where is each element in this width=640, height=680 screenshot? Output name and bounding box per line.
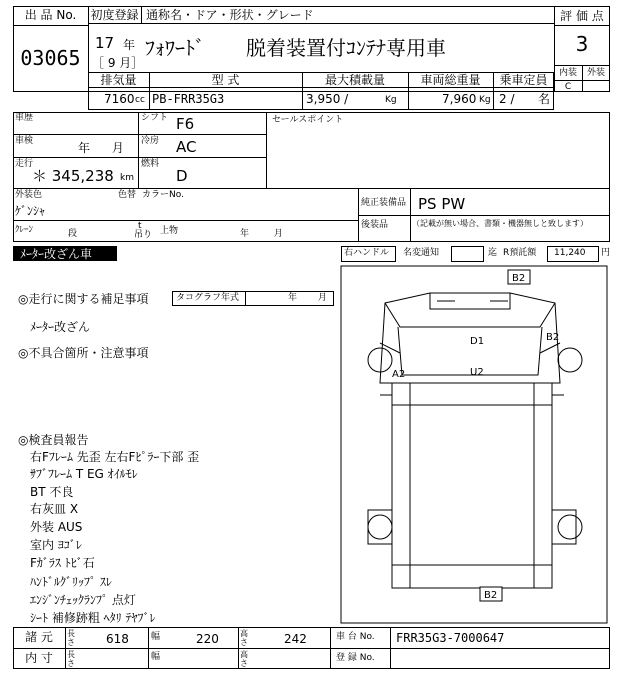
cargo-bed bbox=[392, 383, 552, 588]
mark-a2: A2 bbox=[392, 369, 406, 380]
capacity-value: 2 / bbox=[499, 92, 515, 106]
reg-year-unit: 年 bbox=[123, 38, 136, 52]
name-change-box bbox=[451, 246, 484, 262]
gross-weight-label: 車両総重量 bbox=[420, 73, 481, 87]
exterior-label: 外装 bbox=[586, 68, 605, 78]
max-load-unit: Kg bbox=[385, 95, 397, 105]
meter-tamper-label: ﾒｰﾀｰ改ざん車 bbox=[20, 247, 93, 261]
mileage-unit: km bbox=[120, 173, 134, 183]
reg-no-label: 登 録 No. bbox=[336, 653, 375, 663]
inspection-label: 車検 bbox=[15, 136, 34, 146]
equipment-value: PS PW bbox=[418, 195, 466, 213]
model-label: 通称名・ドア・形状・グレード bbox=[146, 8, 314, 22]
color-value: ｹﾞﾝｼｬ bbox=[15, 204, 46, 218]
displacement-value: 7160 bbox=[104, 92, 135, 106]
capacity-unit: 名 bbox=[538, 92, 551, 106]
inspection-value: 年 月 bbox=[78, 141, 124, 155]
tachograph-value: 年 月 bbox=[288, 293, 327, 303]
interior-length-label: 長さ bbox=[67, 650, 75, 668]
truck-damage-diagram bbox=[340, 265, 610, 625]
model-code: PB-FRR35G3 bbox=[152, 92, 225, 106]
mileage-value: ＊ 345,238 bbox=[32, 167, 114, 185]
rear-right-wheel bbox=[558, 515, 582, 539]
inspector-line: ｻﾌﾞﾌﾚｰﾑ T EG ｵｲﾙﾓﾚ bbox=[30, 467, 138, 481]
name-change-label: 名変通知 bbox=[403, 248, 440, 258]
aftermarket-note: （記載が無い場合、書類・機器無しと致します） bbox=[412, 219, 588, 228]
inspector-line: BT 不良 bbox=[30, 485, 74, 499]
interior-dims-label: 内 寸 bbox=[25, 651, 53, 665]
crane-label: ｸﾚｰﾝ bbox=[15, 225, 34, 235]
gross-weight-value: 7,960 bbox=[442, 92, 477, 106]
max-load-label: 最大積載量 bbox=[324, 73, 385, 87]
mark-b2-front: B2 bbox=[512, 273, 526, 284]
color-label: 外装色 bbox=[15, 190, 43, 200]
tachograph-label: タコグラフ年式 bbox=[176, 293, 240, 303]
inspector-line: 外装 AUS bbox=[30, 520, 83, 534]
running-notes-label: ◎走行に関する補足事項 bbox=[18, 292, 149, 306]
gross-weight-unit: Kg bbox=[479, 95, 491, 105]
mark-u2: U2 bbox=[470, 367, 484, 378]
defects-label: ◎不具合箇所・注意事項 bbox=[18, 346, 149, 360]
r-tax-value: 11,240 bbox=[554, 248, 586, 258]
inspector-line: ﾊﾝﾄﾞﾙｸﾞﾘｯﾌﾟ ｽﾚ bbox=[30, 575, 112, 589]
inspector-line: 右灰皿 X bbox=[30, 502, 79, 516]
sales-point-label: セールスポイント bbox=[272, 115, 344, 125]
grade-label: 評 価 点 bbox=[560, 9, 604, 23]
height-value: 242 bbox=[284, 632, 307, 646]
displacement-unit: cc bbox=[135, 95, 145, 105]
lot-number: 03065 bbox=[20, 46, 81, 70]
car-grade: 脱着装置付ｺﾝﾃﾅ専用車 bbox=[246, 36, 446, 60]
inspector-line: 室内 ﾖｺﾞﾚ bbox=[30, 538, 82, 552]
shift-value: F6 bbox=[176, 115, 195, 133]
reg-year: 17 bbox=[95, 34, 115, 52]
deadline-label: 迄 bbox=[488, 248, 498, 258]
interior-value: C bbox=[564, 82, 572, 92]
displacement-label: 排気量 bbox=[100, 73, 137, 87]
width-value: 220 bbox=[196, 632, 219, 646]
fuel-label: 燃料 bbox=[141, 159, 160, 169]
mark-b2-right: B2 bbox=[546, 332, 560, 343]
crane-tons: 吊り bbox=[134, 230, 153, 240]
front-right-wheel bbox=[558, 348, 582, 372]
crane-tons-unit: t bbox=[138, 221, 142, 231]
interior-height-label: 高さ bbox=[240, 650, 248, 668]
chassis-label: 車 台 No. bbox=[336, 632, 375, 642]
length-label: 長さ bbox=[67, 629, 75, 647]
equipment-label: 純正装備品 bbox=[361, 198, 407, 208]
inspector-report-label: ◎検査員報告 bbox=[18, 433, 89, 447]
inspector-line: 右Fﾌﾚｰﾑ 先歪 左右Fﾋﾟﾗｰ下部 歪 bbox=[30, 450, 200, 464]
inspector-line: Fｶﾞﾗｽ ﾄﾋﾞ石 bbox=[30, 556, 95, 570]
ac-label: 冷房 bbox=[141, 136, 160, 146]
height-label: 高さ bbox=[240, 629, 248, 647]
inspector-line: ｴﾝｼﾞﾝﾁｪｯｸﾗﾝﾌﾟ 点灯 bbox=[30, 593, 136, 607]
history-label: 車歴 bbox=[15, 113, 34, 123]
shift-label: シフト bbox=[141, 113, 169, 123]
rear-left-wheel bbox=[368, 515, 392, 539]
inspector-line: ｼｰﾄ 補修跡粗 ﾍﾀﾘ ﾃﾔﾌﾞﾚ bbox=[30, 611, 156, 625]
fuel-value: D bbox=[176, 167, 188, 185]
dims-label: 諸 元 bbox=[25, 630, 53, 644]
crane-stage: 段 bbox=[68, 229, 78, 239]
front-left-wheel bbox=[368, 348, 392, 372]
right-handle-label: 右ハンドル bbox=[344, 248, 390, 258]
max-load-value: 3,950 / bbox=[306, 92, 349, 106]
running-note: ﾒｰﾀｰ改ざん bbox=[30, 320, 91, 334]
model-code-label: 型 式 bbox=[211, 73, 240, 87]
reg-month: ［ 9 月］ bbox=[92, 56, 144, 70]
r-tax-unit: 円 bbox=[601, 248, 611, 258]
interior-label: 内装 bbox=[558, 68, 577, 78]
interior-width-label: 幅 bbox=[151, 652, 161, 662]
ac-value: AC bbox=[176, 138, 197, 156]
top-load-date: 年 月 bbox=[240, 229, 283, 239]
mark-d1: D1 bbox=[470, 336, 485, 347]
aftermarket-label: 後装品 bbox=[361, 220, 389, 230]
r-tax-label: R預託額 bbox=[503, 248, 537, 258]
mileage-label: 走行 bbox=[15, 159, 34, 169]
chassis-value: FRR35G3-7000647 bbox=[396, 631, 505, 645]
mark-b2-rear: B2 bbox=[484, 590, 498, 601]
length-value: 618 bbox=[106, 632, 129, 646]
first-reg-label: 初度登録 bbox=[90, 8, 139, 22]
width-label: 幅 bbox=[151, 632, 161, 642]
capacity-label: 乗車定員 bbox=[499, 73, 548, 87]
top-load-label: 上物 bbox=[160, 226, 179, 236]
color-change-label: 色替 bbox=[118, 190, 137, 200]
lot-label: 出 品 No. bbox=[24, 8, 77, 22]
car-name: ﾌｫﾜｰﾄﾞ bbox=[145, 36, 205, 60]
color-no-label: カラーNo. bbox=[142, 190, 184, 200]
grade-value: 3 bbox=[575, 32, 589, 56]
